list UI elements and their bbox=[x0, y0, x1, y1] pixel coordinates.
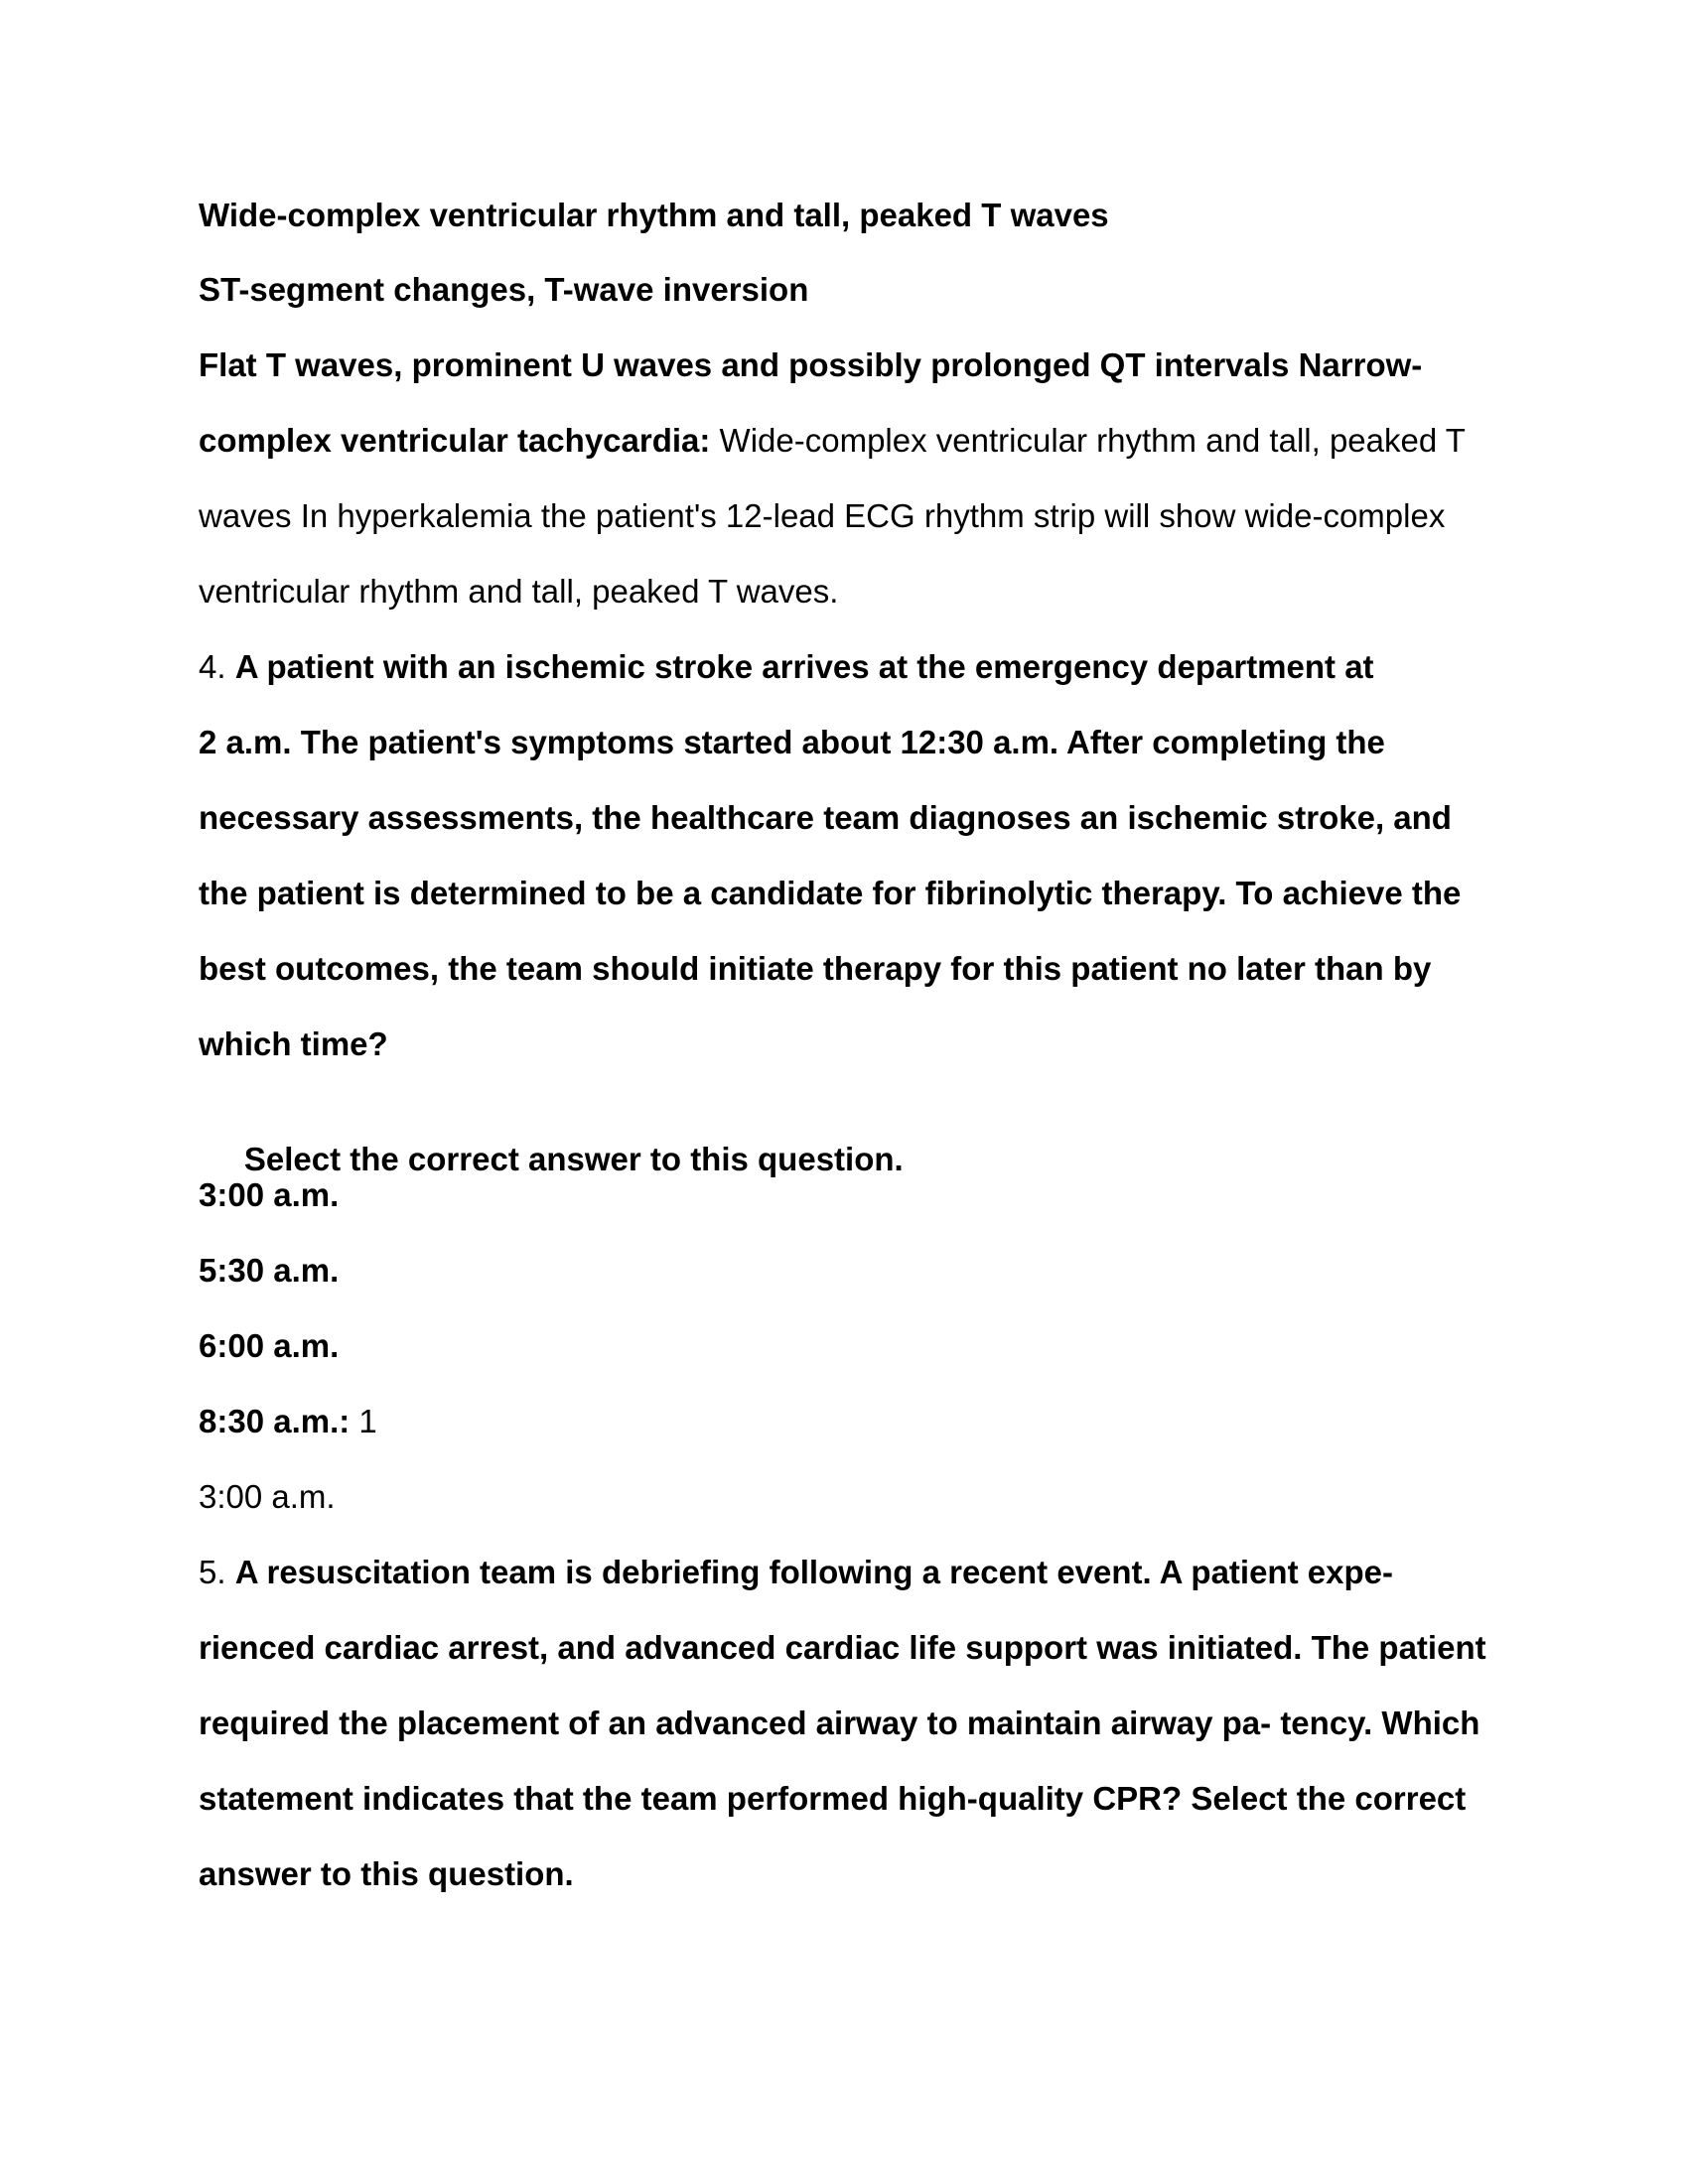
line-bold-text: complex ventricular tachycardia: bbox=[199, 422, 711, 459]
answer-option bbox=[199, 1326, 339, 1366]
text-line bbox=[199, 572, 838, 612]
question-text: best outcomes, the team should initiate therapy for this patient no later than by bbox=[199, 950, 1432, 987]
line-bold-text: Wide-complex ventricular rhythm and tall, peaked T waves bbox=[199, 197, 1109, 233]
answer-text-value: 3:00 a.m. bbox=[199, 1478, 336, 1515]
line-regular-text: waves In hyperkalemia the patient's 12-lead ECG rhythm strip will show wide-complex bbox=[199, 497, 1446, 534]
answer-option bbox=[199, 1402, 377, 1441]
question-text: required the placement of an advanced airway to maintain airway pa- tency. Which bbox=[199, 1705, 1480, 1741]
line-regular-text: Wide-complex ventricular rhythm and tall, peaked T bbox=[710, 422, 1466, 459]
text-line bbox=[199, 345, 1422, 385]
question-text: A patient with an ischemic stroke arrives at the emergency department at bbox=[234, 648, 1374, 685]
text-line bbox=[199, 270, 808, 310]
text-line bbox=[199, 1628, 1486, 1668]
answer-option-value: 1 bbox=[350, 1403, 377, 1439]
answer-text bbox=[199, 1477, 336, 1517]
question-text: 2 a.m. The patient's symptoms started about 12:30 a.m. After completing the bbox=[199, 724, 1385, 760]
text-line bbox=[199, 723, 1385, 762]
question-text: answer to this question. bbox=[199, 1855, 574, 1892]
answer-option-text: 8:30 a.m.: bbox=[199, 1403, 351, 1439]
line-bold-text: Flat T waves, prominent U waves and possibly prolonged QT intervals Narrow- bbox=[199, 346, 1423, 383]
answer-option-text: 3:00 a.m. bbox=[199, 1176, 340, 1213]
answer-option-text: 5:30 a.m. bbox=[199, 1252, 340, 1289]
answer-option-text: 6:00 a.m. bbox=[199, 1327, 340, 1364]
line-regular-text: ventricular rhythm and tall, peaked T waves. bbox=[199, 573, 839, 610]
answer-option bbox=[199, 1175, 339, 1215]
text-line bbox=[199, 1024, 388, 1064]
question-text: which time? bbox=[199, 1025, 388, 1062]
line-bold-text: ST-segment changes, T-wave inversion bbox=[199, 271, 809, 308]
question-number: 4. bbox=[199, 648, 235, 685]
question-number: 5. bbox=[199, 1554, 235, 1590]
text-line bbox=[199, 874, 1461, 913]
question-text: the patient is determined to be a candidate for fibrinolytic therapy. To achieve the bbox=[199, 875, 1462, 911]
instruction-text: Select the correct answer to this question. bbox=[234, 1141, 904, 1177]
question-5-line bbox=[199, 1553, 1393, 1592]
text-line bbox=[199, 421, 1466, 461]
text-line bbox=[199, 196, 1109, 235]
question-text: rienced cardiac arrest, and advanced cardiac life support was initiated. The patient bbox=[199, 1629, 1486, 1666]
question-4-line bbox=[199, 647, 1374, 687]
question-text: statement indicates that the team performed high-quality CPR? Select the correct bbox=[199, 1780, 1467, 1817]
question-text: necessary assessments, the healthcare team diagnoses an ischemic stroke, and bbox=[199, 799, 1452, 836]
question-text: A resuscitation team is debriefing following a recent event. A patient expe- bbox=[234, 1554, 1393, 1590]
text-line bbox=[199, 949, 1431, 989]
text-line bbox=[199, 1779, 1466, 1819]
text-line bbox=[199, 798, 1452, 838]
text-line bbox=[199, 1704, 1479, 1743]
answer-option bbox=[199, 1251, 339, 1291]
text-line bbox=[199, 1854, 574, 1894]
text-line bbox=[199, 496, 1445, 536]
